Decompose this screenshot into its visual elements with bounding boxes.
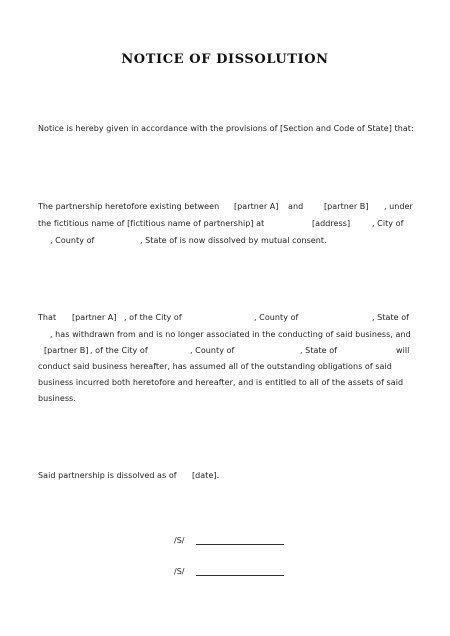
partner-b-placeholder: [partner B] xyxy=(324,202,369,211)
signature-label: /S/ xyxy=(174,536,185,545)
intro-text: Notice is hereby given in accordance with the provisions of [Section and Code of State] that: xyxy=(38,124,414,133)
address-placeholder: [address] xyxy=(312,219,351,228)
text-segment: , State of xyxy=(372,313,410,322)
text-segment: business incurred both heretofore and hereafter, and is entitled to all of the assets of said xyxy=(38,378,404,387)
partner-a-placeholder: [partner A] xyxy=(72,313,117,322)
text-segment: , County of xyxy=(50,236,95,245)
signature-line xyxy=(196,544,284,545)
text-segment: , under xyxy=(384,202,413,211)
text-segment: Said partnership is dissolved as of xyxy=(38,471,177,480)
text-segment: , State of xyxy=(300,346,338,355)
text-segment: conduct said business hereafter, has assumed all of the outstanding obligations of said xyxy=(38,362,392,371)
text-segment: will xyxy=(396,346,410,355)
date-placeholder: [date]. xyxy=(192,471,220,480)
signature-line xyxy=(196,575,284,576)
signature-label: /S/ xyxy=(174,567,185,576)
partner-a-placeholder: [partner A] xyxy=(234,202,279,211)
text-segment: , State of is now dissolved by mutual consent. xyxy=(140,236,327,245)
text-segment: The partnership heretofore existing between xyxy=(38,202,220,211)
text-segment: , has withdrawn from and is no longer associated in the conducting of said business, and xyxy=(50,330,411,339)
text-segment: , City of xyxy=(372,219,404,228)
partner-b-placeholder: [partner B] xyxy=(44,346,89,355)
text-segment: , of the City of xyxy=(124,313,182,322)
text-segment: , of the City of xyxy=(90,346,148,355)
text-segment: , County of xyxy=(190,346,235,355)
text-segment: the fictitious name of [fictitious name of partnership] at xyxy=(38,219,265,228)
text-segment: , County of xyxy=(254,313,299,322)
document-title: NOTICE OF DISSOLUTION xyxy=(121,52,329,67)
text-segment: That xyxy=(38,313,57,322)
text-segment: business. xyxy=(38,394,76,403)
text-segment: and xyxy=(288,202,304,211)
